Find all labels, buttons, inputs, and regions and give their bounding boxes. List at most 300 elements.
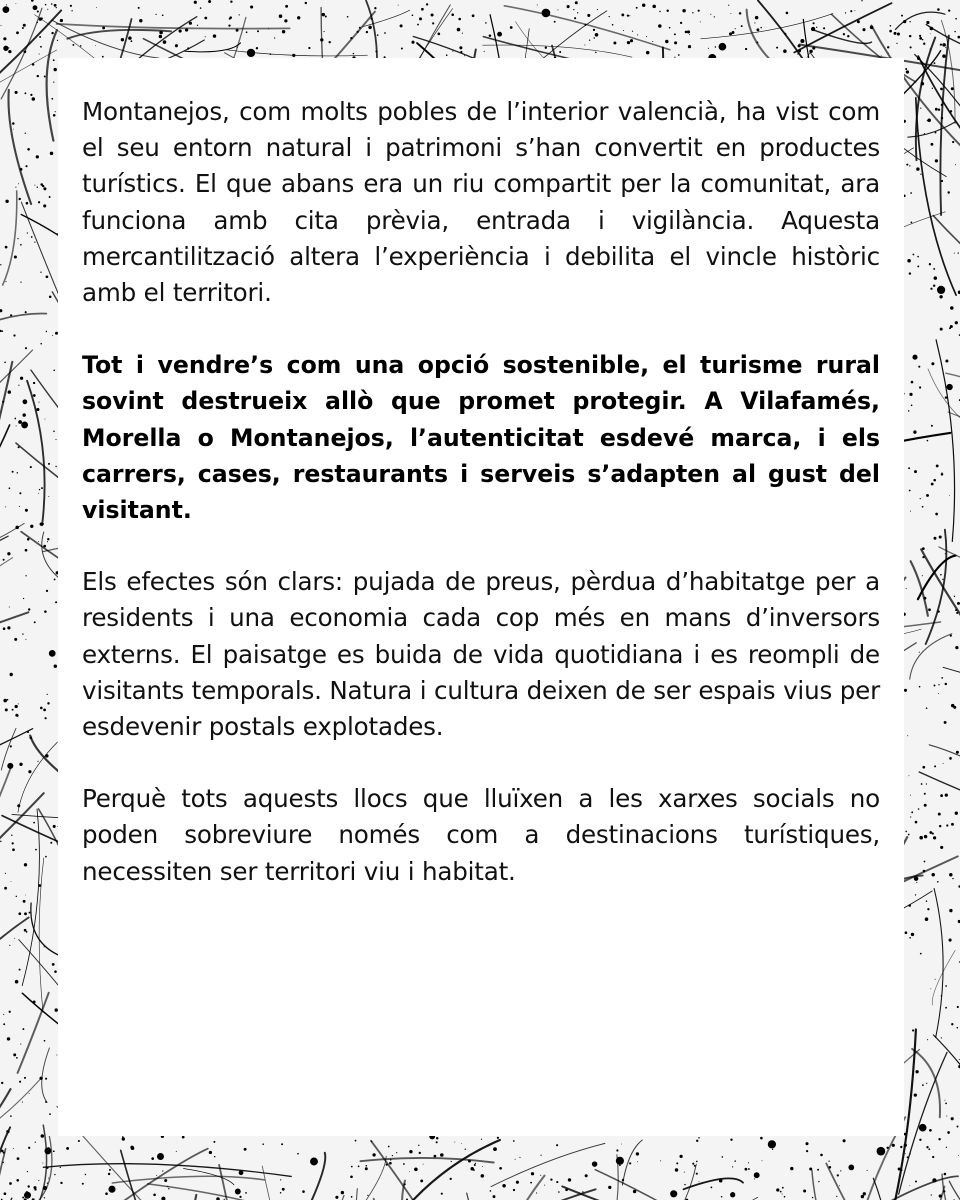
grunge-speck [208,0,211,3]
grunge-speck [928,608,931,611]
grunge-speck [941,1037,942,1038]
grunge-speck [270,53,272,55]
grunge-speck [44,1197,45,1198]
grunge-speck [414,1168,418,1172]
grunge-speck [516,1181,519,1184]
grunge-scratch [916,98,956,295]
grunge-speck [11,881,12,882]
grunge-speck [937,8,940,11]
grunge-scratch [8,90,31,204]
grunge-speck [8,390,11,393]
grunge-speck [10,745,12,747]
grunge-speck [95,45,96,46]
grunge-speck [930,143,933,146]
grunge-speck [660,1160,661,1161]
grunge-speck [919,1139,921,1141]
grunge-speck [44,1147,51,1154]
grunge-speck [805,1142,808,1145]
grunge-speck [949,939,952,942]
grunge-speck [168,1188,169,1189]
grunge-speck [436,1141,438,1143]
grunge-speck [128,36,132,40]
grunge-speck [162,14,164,16]
grunge-speck [696,1140,698,1142]
grunge-speck [915,1181,917,1183]
grunge-speck [0,264,1,265]
grunge-speck [31,0,34,2]
grunge-speck [419,17,422,20]
grunge-speck [280,1179,281,1180]
grunge-speck [941,104,943,106]
grunge-speck [384,32,386,34]
grunge-speck [33,382,35,384]
grunge-speck [926,783,927,784]
grunge-speck [584,24,586,26]
grunge-speck [47,694,48,695]
grunge-speck [446,54,448,56]
grunge-speck [926,21,929,24]
grunge-speck [597,9,598,10]
grunge-speck [934,765,936,767]
grunge-speck [728,5,729,6]
grunge-speck [592,1161,597,1166]
grunge-speck [481,1174,485,1178]
grunge-speck [213,34,216,37]
grunge-speck [927,908,929,910]
grunge-speck [246,31,248,33]
grunge-speck [955,609,957,611]
grunge-speck [30,466,32,468]
grunge-speck [926,707,928,709]
grunge-speck [519,1157,520,1158]
grunge-speck [15,91,18,94]
grunge-scratch [919,772,960,846]
grunge-speck [945,553,946,554]
grunge-speck [49,1113,51,1115]
grunge-speck [54,970,57,973]
grunge-speck [6,4,7,5]
grunge-speck [806,1150,808,1152]
grunge-scratch [39,858,44,1012]
grunge-speck [57,40,58,41]
grunge-speck [730,1192,735,1197]
grunge-speck [948,9,950,11]
grunge-speck [642,3,645,6]
grunge-speck [922,506,924,508]
grunge-speck [437,33,440,36]
grunge-speck [24,1077,26,1079]
grunge-speck [943,1190,945,1192]
grunge-speck [46,275,49,278]
grunge-speck [938,610,940,612]
grunge-scratch [936,340,954,542]
grunge-speck [20,1044,21,1045]
grunge-speck [923,870,926,873]
grunge-speck [50,842,52,844]
grunge-speck [909,937,911,939]
grunge-speck [489,34,492,37]
grunge-speck [696,1173,698,1175]
grunge-speck [940,846,943,849]
grunge-speck [44,419,45,420]
grunge-speck [928,1148,930,1150]
grunge-speck [951,87,954,90]
grunge-speck [925,917,929,921]
grunge-speck [25,311,27,313]
grunge-speck [616,1149,618,1151]
grunge-speck [230,0,232,2]
grunge-speck [812,47,815,50]
grunge-speck [585,1174,588,1177]
grunge-speck [629,15,630,16]
grunge-speck [20,377,23,380]
grunge-speck [760,27,761,28]
grunge-speck [396,1152,397,1153]
grunge-speck [688,45,691,48]
grunge-speck [44,610,47,613]
grunge-speck [730,1139,732,1141]
grunge-speck [557,9,558,10]
grunge-speck [950,635,952,637]
grunge-speck [817,1169,819,1171]
grunge-speck [108,1186,115,1193]
grunge-speck [18,420,22,424]
grunge-speck [930,27,934,31]
grunge-speck [40,343,42,345]
grunge-speck [920,953,922,955]
grunge-speck [924,793,926,795]
grunge-speck [365,1165,367,1167]
grunge-speck [595,52,597,54]
grunge-speck [951,823,954,826]
grunge-speck [493,1195,496,1198]
grunge-speck [450,1178,452,1180]
grunge-speck [905,831,907,833]
grunge-speck [531,1172,534,1175]
grunge-speck [70,5,72,7]
grunge-speck [908,775,909,776]
grunge-speck [935,108,938,111]
grunge-speck [10,673,13,676]
grunge-speck [930,988,931,989]
grunge-speck [914,876,919,881]
grunge-speck [786,12,789,15]
grunge-scratch [622,1140,642,1185]
grunge-speck [53,825,56,828]
grunge-speck [398,5,399,6]
grunge-scratch [0,350,33,482]
grunge-speck [18,703,19,704]
grunge-speck [236,29,239,32]
grunge-speck [659,11,660,12]
grunge-speck [13,1148,14,1149]
grunge-speck [228,24,230,26]
grunge-speck [951,704,954,707]
grunge-speck [587,14,590,17]
grunge-scratch [467,1193,529,1200]
grunge-speck [409,1171,410,1172]
grunge-speck [542,9,551,18]
grunge-speck [400,24,403,27]
grunge-speck [930,49,931,50]
grunge-speck [229,16,232,19]
grunge-speck [19,763,22,766]
grunge-speck [890,25,892,27]
grunge-speck [567,5,570,8]
grunge-speck [27,148,30,151]
grunge-speck [209,1151,212,1154]
grunge-speck [636,1152,639,1155]
grunge-speck [27,538,30,541]
grunge-speck [3,37,6,40]
grunge-speck [53,114,56,117]
grunge-speck [847,35,849,37]
grunge-speck [901,1170,902,1171]
grunge-speck [941,677,943,679]
grunge-speck [946,1147,947,1148]
grunge-speck [441,1193,443,1195]
grunge-speck [474,1164,476,1166]
grunge-speck [461,1143,462,1144]
grunge-speck [803,1190,806,1193]
grunge-speck [896,43,897,44]
grunge-speck [36,408,39,411]
grunge-speck [34,621,36,623]
grunge-speck [930,33,931,34]
grunge-speck [840,1170,841,1171]
grunge-speck [357,31,359,33]
grunge-scratch [701,14,833,39]
grunge-speck [754,1178,755,1179]
grunge-speck [674,33,676,35]
grunge-speck [10,1115,12,1117]
grunge-speck [15,705,18,708]
grunge-speck [954,253,955,254]
grunge-speck [434,1155,437,1158]
grunge-speck [432,22,434,24]
grunge-speck [910,795,911,796]
grunge-speck [353,53,354,54]
grunge-speck [481,1139,482,1140]
grunge-speck [5,873,6,874]
grunge-speck [27,1171,28,1172]
grunge-speck [256,47,258,49]
grunge-speck [15,526,19,530]
grunge-scratch [513,1176,545,1200]
grunge-speck [310,1158,318,1166]
grunge-speck [1,330,3,332]
grunge-speck [157,1153,164,1160]
grunge-scratch [31,903,61,956]
grunge-scratch [348,1189,358,1200]
grunge-speck [13,129,14,130]
grunge-speck [735,28,736,29]
grunge-speck [565,1188,568,1191]
grunge-speck [540,1155,541,1156]
grunge-speck [502,1184,506,1188]
grunge-speck [468,1160,471,1163]
grunge-speck [912,1029,914,1031]
grunge-speck [938,1138,940,1140]
grunge-speck [108,1173,110,1175]
grunge-speck [754,22,755,23]
grunge-speck [197,25,198,26]
grunge-scratch [67,30,171,39]
grunge-speck [556,1181,558,1183]
grunge-speck [935,132,937,134]
paragraph-1: Montanejos, com molts pobles de l’interior valencià, ha vist com el seu entorn natural i patrimoni s’han convertit en productes turístics. El que abans era un riu compartit per la comunitat, ara funciona amb cita prèvia, entrada i vigilància. Aquesta mercantilització altera l’experiència i debilita el vincle històric amb el territori. [82,97,880,308]
grunge-speck [910,46,912,48]
grunge-speck [45,1101,47,1103]
grunge-speck [613,42,616,45]
grunge-speck [919,37,922,40]
grunge-scratch [926,530,947,644]
grunge-speck [910,192,912,194]
grunge-speck [905,68,907,70]
grunge-speck [513,1189,515,1191]
grunge-speck [458,18,461,21]
grunge-speck [942,579,943,580]
grunge-speck [811,27,815,31]
grunge-speck [941,472,942,473]
grunge-speck [636,7,638,9]
grunge-speck [159,31,163,35]
grunge-speck [27,232,28,233]
grunge-speck [96,7,97,8]
grunge-speck [403,1163,405,1165]
grunge-speck [919,386,921,388]
grunge-speck [623,30,624,31]
grunge-scratch [0,425,10,604]
grunge-speck [23,399,28,404]
grunge-speck [4,361,6,363]
grunge-speck [1,25,2,26]
grunge-speck [43,204,46,207]
grunge-speck [887,46,889,48]
grunge-speck [15,980,19,984]
grunge-speck [924,835,927,838]
grunge-speck [25,895,26,896]
grunge-speck [44,946,45,947]
grunge-speck [19,492,21,494]
grunge-scratch [912,1049,940,1117]
grunge-speck [419,1152,421,1154]
grunge-speck [41,487,43,489]
grunge-speck [33,1000,36,1003]
grunge-speck [163,40,167,44]
grunge-speck [937,286,945,294]
grunge-speck [958,1155,959,1156]
grunge-speck [939,1194,942,1197]
grunge-speck [558,1191,560,1193]
grunge-speck [776,47,778,49]
grunge-speck [866,43,867,44]
grunge-speck [247,49,255,57]
grunge-speck [584,44,585,45]
grunge-speck [699,1181,700,1182]
grunge-scratch [0,1149,6,1200]
grunge-scratch [911,561,928,616]
grunge-speck [692,12,693,13]
grunge-speck [931,362,934,365]
grunge-speck [35,849,37,851]
grunge-speck [18,385,19,386]
grunge-speck [37,761,38,762]
grunge-speck [122,1136,123,1137]
grunge-speck [574,17,576,19]
paragraph-3: Els efectes són clars: pujada de preus, pèrdua d’habitatge per a residents i una economia cada cop més en mans d’inversors externs. El paisatge es buida de vida quotidiana i es reompli de visitants temporals. Natura i cultura deixen de ser espais vius per esdevenir postals explotades. [82,567,880,742]
grunge-speck [105,1192,108,1195]
grunge-speck [239,1196,241,1198]
grunge-speck [462,33,463,34]
grunge-speck [909,1185,910,1186]
grunge-speck [679,1155,682,1158]
grunge-speck [129,1163,130,1164]
grunge-speck [637,1161,638,1162]
grunge-speck [460,51,462,53]
grunge-speck [719,43,727,51]
grunge-speck [945,683,947,685]
grunge-speck [155,14,156,15]
grunge-speck [3,627,6,630]
grunge-speck [797,53,798,54]
grunge-speck [955,321,958,324]
grunge-speck [401,47,403,49]
grunge-speck [921,82,924,85]
grunge-speck [465,1149,466,1150]
grunge-speck [870,26,874,30]
grunge-speck [665,40,668,43]
grunge-speck [71,10,72,11]
grunge-speck [420,1179,423,1182]
grunge-speck [536,1192,537,1193]
grunge-speck [622,1179,624,1181]
grunge-speck [696,1161,698,1163]
grunge-speck [932,88,933,89]
grunge-scratch [873,1178,892,1200]
grunge-speck [1,1150,4,1153]
grunge-speck [950,110,952,112]
grunge-speck [43,709,46,712]
grunge-speck [929,831,932,834]
grunge-speck [818,1181,819,1182]
grunge-speck [1,1082,3,1084]
grunge-speck [666,10,668,12]
grunge-speck [53,81,54,82]
grunge-speck [19,969,21,971]
grunge-speck [24,863,27,866]
grunge-speck [783,49,787,53]
grunge-speck [537,4,538,5]
grunge-speck [497,32,502,37]
grunge-speck [16,1179,19,1182]
grunge-speck [52,963,55,966]
grunge-speck [29,1093,30,1094]
grunge-speck [919,686,921,688]
grunge-speck [325,16,327,18]
grunge-speck [745,1168,748,1171]
grunge-scratch [0,768,11,923]
grunge-speck [28,770,31,773]
grunge-speck [16,425,17,426]
grunge-speck [621,13,624,16]
grunge-speck [513,1140,515,1142]
grunge-speck [50,152,53,155]
grunge-speck [52,335,53,336]
grunge-speck [949,873,953,877]
grunge-speck [945,985,947,987]
grunge-speck [845,12,846,13]
